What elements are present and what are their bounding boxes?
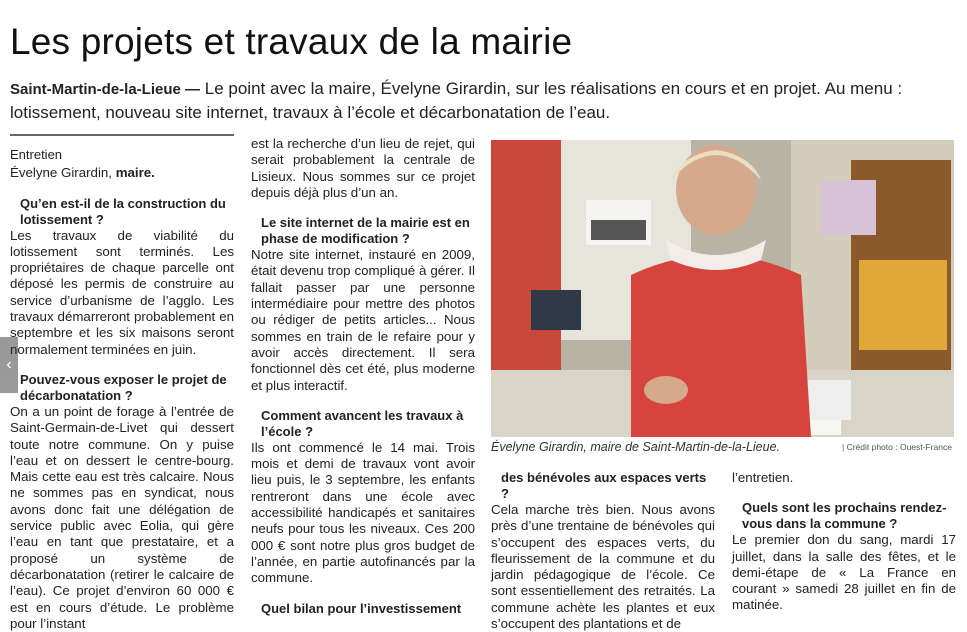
question-ecole: Comment avancent les travaux à l’école ? bbox=[261, 407, 464, 439]
headline: Les projets et travaux de la mairie bbox=[10, 21, 573, 62]
article-column-4 bbox=[732, 470, 956, 614]
answer-rendez-vous: Le premier don du sang, mardi 17 juillet, dans la salle des fêtes, et le demi-étape de « La France en courant » samedi 28 juillet en fin de matinée. bbox=[732, 532, 956, 613]
chevron-left-icon[interactable]: ‹ bbox=[0, 337, 18, 393]
question-benevoles-start: Quel bilan pour l’investissement bbox=[261, 600, 462, 616]
byline-role: maire. bbox=[115, 165, 155, 181]
article-column-3 bbox=[491, 470, 715, 632]
answer-ecole: Ils ont commencé le 14 mai. Trois mois et demi de travaux vont avoir lieu puis, le 3 septembre, les enfants rentreront dans une école avec accessibilité handicapés et sanitaires neufs pour tous les niveaux. Ces 200 000 € sont notre plus gros budget de l’année, en partie autofinancés par la commune. bbox=[251, 439, 475, 586]
answer-benevoles-end: l’entretien. bbox=[732, 470, 794, 485]
article-column-1 bbox=[10, 134, 234, 632]
byline-name: Évelyne Girardin, bbox=[10, 165, 116, 181]
question-site-internet: Le site internet de la mairie est en phase de modification ? bbox=[261, 215, 470, 247]
mayor-photo bbox=[491, 140, 954, 437]
question-decarbonatation: Pouvez-vous exposer le projet de décarbonatation ? bbox=[20, 371, 227, 403]
answer-decarbonatation-continued: est la recherche d’un lieu de rejet, qui serait probablement la centrale de Lisieux. Nous sommes sur ce projet depuis déjà plus d’un an. bbox=[251, 136, 475, 200]
question-rendez-vous: Quels sont les prochains rendez-vous dans la commune ? bbox=[742, 500, 947, 532]
photo-credit: | Crédit photo : Ouest-France bbox=[842, 442, 952, 452]
answer-lotissement: Les travaux de viabilité du lotissement sont terminés. Les propriétaires de chaque parcelle ont déposé les permis de construire au service d’urbanisme de l’agglo. Les travaux démarreront probablement en septembre et les six maisons seront normalement terminées en juin. bbox=[10, 227, 234, 357]
rubric-label: Entretien bbox=[10, 134, 234, 163]
question-lotissement: Qu’en est-il de la construction du lotissement ? bbox=[20, 195, 226, 227]
answer-decarbonatation: On a un point de forage à l’entrée de Saint-Germain-de-Livet qui dessert toute notre commune. On y puise l’eau et on dessert le centre-bourg. Mais cette eau est très calcaire. Nous ne sommes pas en syndicat, nous avons donc fait une délégation de service public avec Eolia, qui gère l’eau en tant que prestataire, et a proposé un système de décarbonatation (retirer le calcaire de l’eau). Ce projet d’environ 60 000 € est en cours d’étude. Le problème pour l’instant bbox=[10, 403, 234, 631]
question-benevoles-end: des bénévoles aux espaces verts ? bbox=[501, 470, 707, 501]
photo-caption: Évelyne Girardin, maire de Saint-Martin-de-la-Lieue. bbox=[491, 440, 781, 454]
answer-benevoles: Cela marche très bien. Nous avons près d’une trentaine de bénévoles qui s’occupent des espaces verts, du fleurissement de la commune et du jardin pédagogique de l’école. Ce sont essentiellement des retraités. La commune achète les plantes et eux s’occupent des plantations et de bbox=[491, 502, 715, 632]
byline bbox=[10, 165, 234, 181]
lead-text: Le point avec la maire, Évelyne Girardin, sur les réalisations en cours et en projet. Au menu : lotissement, nouveau site internet, travaux à l’école et décarbonatation de l’eau. bbox=[10, 79, 903, 122]
article-column-2 bbox=[251, 136, 475, 617]
lead-paragraph bbox=[10, 77, 955, 124]
dateline: Saint-Martin-de-la-Lieue — bbox=[10, 81, 201, 98]
answer-site-internet: Notre site internet, instauré en 2009, était devenu trop compliqué à gérer. Il fallait passer par une personne intermédiaire pour mettre des photos ou rédiger de petits articles... Nous sommes en train de le refaire pour y avoir accès directement. Il sera fonctionnel dès cet été, plus moderne et plus interactif. bbox=[251, 247, 475, 393]
